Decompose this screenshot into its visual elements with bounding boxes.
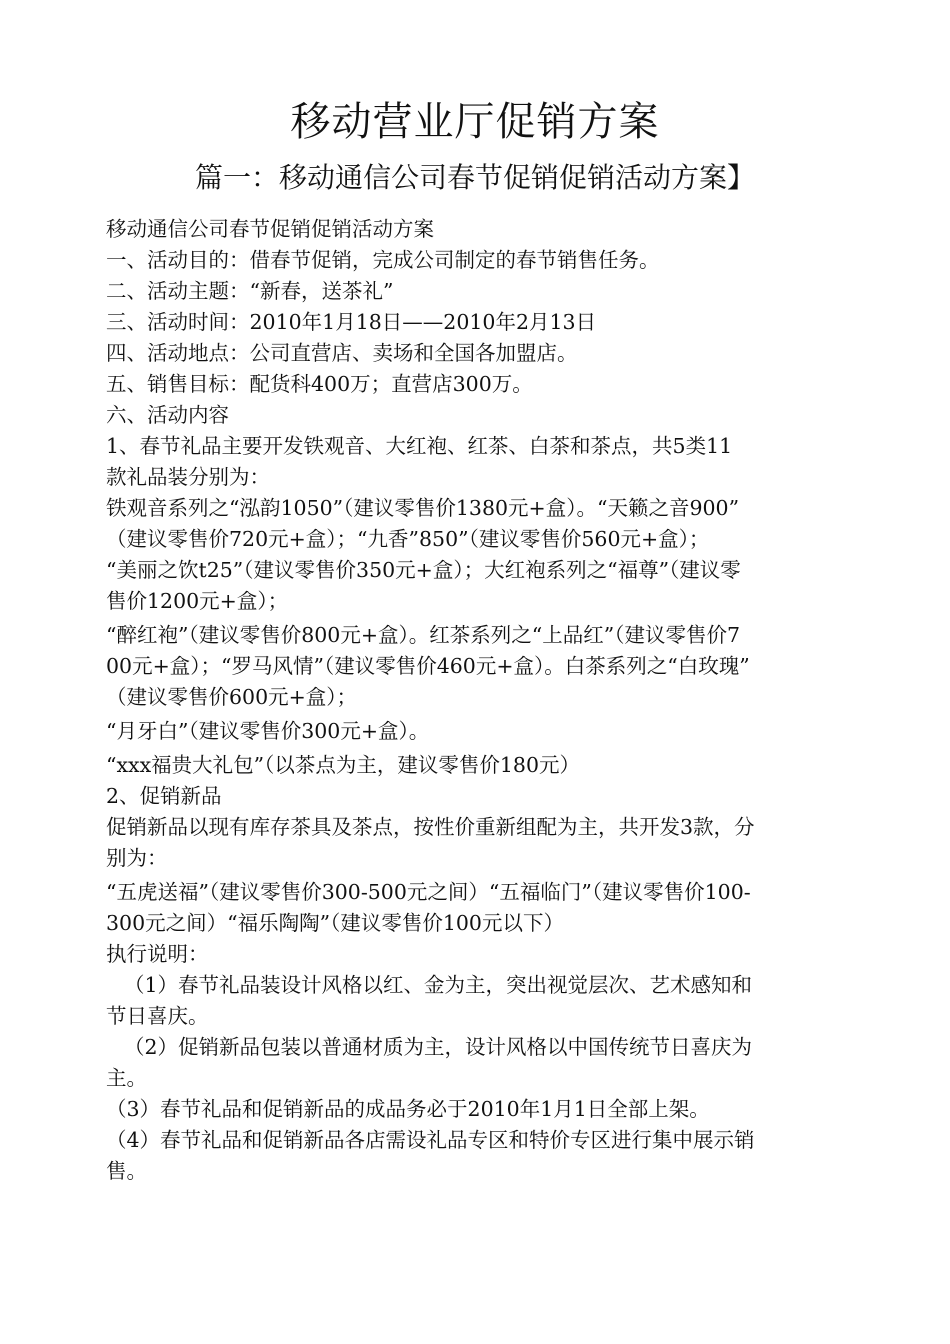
body-line: 五、销售目标：配货科400万；直营店300万。 xyxy=(106,372,533,396)
body-line: 300元之间）“福乐陶陶”（建议零售价100元以下） xyxy=(106,911,564,935)
body-line: （2）促销新品包装以普通材质为主，设计风格以中国传统节日喜庆为 xyxy=(124,1035,753,1059)
document-body xyxy=(106,214,854,1187)
body-line: “xxx福贵大礼包”（以茶点为主，建议零售价180元） xyxy=(106,753,581,777)
body-line: （建议零售价600元+盒）； xyxy=(106,685,358,709)
body-line: 三、活动时间：2010年1月18日——2010年2月13日 xyxy=(106,310,597,334)
body-line: （4）春节礼品和促销新品各店需设礼品专区和特价专区进行集中展示销 xyxy=(106,1128,755,1152)
body-line: 售价1200元+盒）； xyxy=(106,589,289,613)
body-line: （建议零售价720元+盒）；“九香”850”（建议零售价560元+盒）； xyxy=(106,527,710,551)
body-line: （3）春节礼品和促销新品的成品务必于2010年1月1日全部上架。 xyxy=(106,1097,710,1121)
body-line: 别为： xyxy=(106,846,168,870)
body-line: “美丽之饮t25”（建议零售价350元+盒）；大红袍系列之“福尊”（建议零 xyxy=(106,558,741,582)
body-line: 四、活动地点：公司直营店、卖场和全国各加盟店。 xyxy=(106,341,578,365)
body-line: 00元+盒）；“罗马风情”（建议零售价460元+盒）。白茶系列之“白玫瑰” xyxy=(106,654,750,678)
body-line: 移动通信公司春节促销促销活动方案 xyxy=(106,217,434,241)
body-line: “醉红袍”（建议零售价800元+盒）。红茶系列之“上品红”（建议零售价7 xyxy=(106,623,741,647)
body-line: 一、活动目的：借春节促销，完成公司制定的春节销售任务。 xyxy=(106,248,660,272)
body-line: 促销新品以现有库存茶具及茶点，按性价重新组配为主，共开发3款，分 xyxy=(106,815,755,839)
body-line: “五虎送福”（建议零售价300-500元之间）“五福临门”（建议零售价100- xyxy=(106,880,751,904)
document-subtitle: 篇一：移动通信公司春节促销促销活动方案】 xyxy=(194,161,755,194)
body-line: 六、活动内容 xyxy=(106,403,229,427)
body-line: 主。 xyxy=(106,1066,147,1090)
body-line: （1）春节礼品装设计风格以红、金为主，突出视觉层次、艺术感知和 xyxy=(124,973,753,997)
body-line: 款礼品装分别为： xyxy=(106,465,270,489)
body-line: 二、活动主题：“新春，送茶礼” xyxy=(106,279,394,303)
body-line: 节日喜庆。 xyxy=(106,1004,209,1028)
body-line: 1、春节礼品主要开发铁观音、大红袍、红茶、白茶和茶点，共5类11 xyxy=(106,434,733,458)
body-line: 售。 xyxy=(106,1159,147,1183)
body-line: 铁观音系列之“泓韵1050”（建议零售价1380元+盒）。“天籁之音900” xyxy=(106,496,740,520)
body-line: 执行说明： xyxy=(106,942,209,966)
body-line: “月牙白”（建议零售价300元+盒）。 xyxy=(106,719,430,743)
body-line: 2、促销新品 xyxy=(106,784,222,808)
document-title: 移动营业厅促销方案 xyxy=(290,99,660,145)
